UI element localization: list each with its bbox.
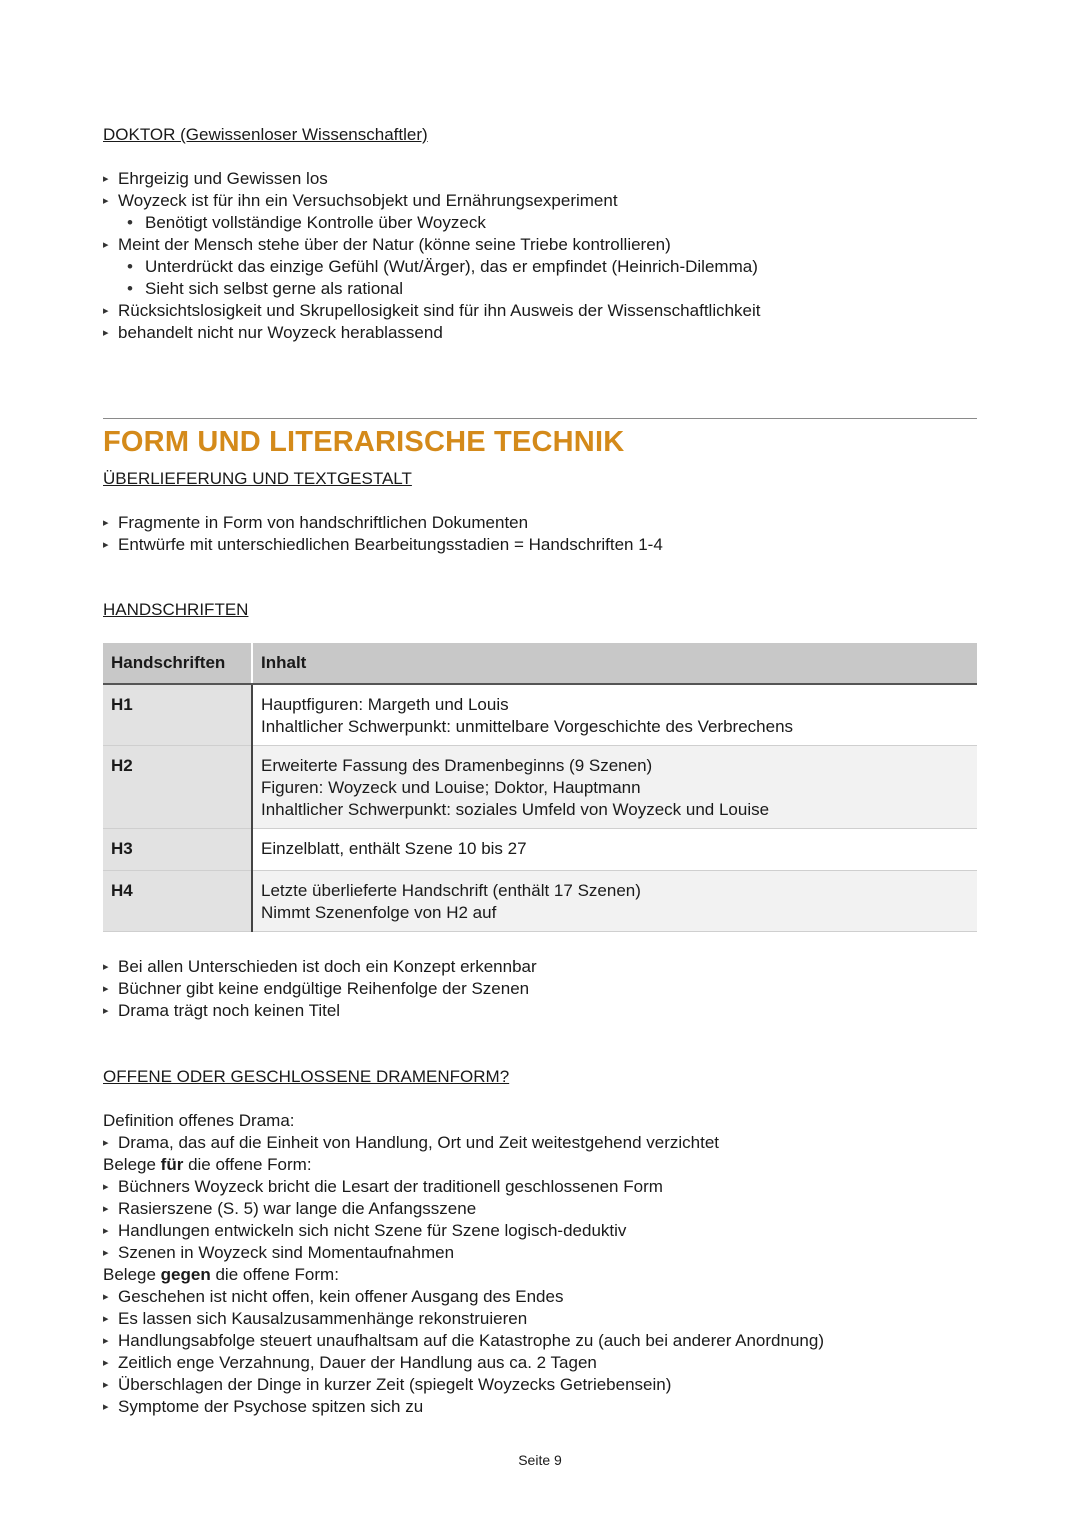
doktor-heading: DOKTOR (Gewissenloser Wissenschaftler) [103, 125, 428, 144]
list-item: ▸ Büchners Woyzeck bricht die Lesart der traditionell geschlossenen Form [103, 1176, 977, 1198]
doktor-list [103, 168, 977, 344]
list-item: ▸ Geschehen ist nicht offen, kein offener Ausgang des Endes [103, 1286, 977, 1308]
list-item: ▸ Rasierszene (S. 5) war lange die Anfangsszene [103, 1198, 977, 1220]
cell-line: Nimmt Szenenfolge von H2 auf [261, 903, 497, 922]
cell-line: Figuren: Woyzeck und Louise; Doktor, Hauptmann [261, 778, 641, 797]
list-item: ▸ Drama trägt noch keinen Titel [103, 1000, 977, 1022]
list-item: ▸ Drama, das auf die Einheit von Handlung, Ort und Zeit weitestgehend verzichtet [103, 1132, 977, 1154]
handschriften-notes [103, 956, 977, 1022]
dramenform-heading: OFFENE ODER GESCHLOSSENE DRAMENFORM? [103, 1067, 510, 1086]
list-item: • Unterdrückt das einzige Gefühl (Wut/Ärger), das er empfindet (Heinrich-Dilemma) [103, 256, 977, 278]
contra-label: Belege gegen die offene Form: [103, 1265, 339, 1284]
section-title: FORM UND LITERARISCHE TECHNIK [103, 426, 625, 458]
list-item: ▸ Fragmente in Form von handschriftlichen Dokumenten [103, 512, 977, 534]
list-item: ▸ Meint der Mensch stehe über der Natur (könne seine Triebe kontrollieren) [103, 234, 977, 256]
row-content [252, 746, 977, 829]
table-row [103, 684, 977, 746]
list-item: ▸ Rücksichtslosigkeit und Skrupellosigkeit sind für ihn Ausweis der Wissenschaftlichkeit [103, 300, 977, 322]
column-header: Handschriften [103, 643, 252, 684]
list-item: ▸ Symptome der Psychose spitzen sich zu [103, 1396, 977, 1418]
list-item: ▸ Handlungsabfolge steuert unaufhaltsam auf die Katastrophe zu (auch bei anderer Anordnung) [103, 1330, 977, 1352]
ueberlieferung-heading: ÜBERLIEFERUNG UND TEXTGESTALT [103, 469, 412, 488]
table-row [103, 829, 977, 871]
page-number: Seite 9 [518, 1452, 562, 1468]
table-row [103, 746, 977, 829]
row-content [252, 684, 977, 746]
section-divider [103, 418, 977, 419]
page-content [103, 124, 977, 1418]
table-header-row [103, 643, 977, 684]
handschriften-table [103, 643, 977, 932]
row-content [252, 871, 977, 932]
definition-label: Definition offenes Drama: [103, 1111, 295, 1130]
row-id: H3 [103, 829, 252, 871]
list-item: ▸ Szenen in Woyzeck sind Momentaufnahmen [103, 1242, 977, 1264]
row-id: H2 [103, 746, 252, 829]
list-item: ▸ Überschlagen der Dinge in kurzer Zeit (spiegelt Woyzecks Getriebensein) [103, 1374, 977, 1396]
column-header: Inhalt [252, 643, 977, 684]
list-item: ▸ behandelt nicht nur Woyzeck herablassend [103, 322, 977, 344]
row-content [252, 829, 977, 871]
cell-line: Inhaltlicher Schwerpunkt: soziales Umfeld von Woyzeck und Louise [261, 800, 770, 819]
list-item: ▸ Ehrgeizig und Gewissen los [103, 168, 977, 190]
cell-line: Erweiterte Fassung des Dramenbeginns (9 Szenen) [261, 756, 653, 775]
list-item: • Benötigt vollständige Kontrolle über Woyzeck [103, 212, 977, 234]
pro-label: Belege für die offene Form: [103, 1155, 312, 1174]
list-item: ▸ Es lassen sich Kausalzusammenhänge rekonstruieren [103, 1308, 977, 1330]
pro-list [103, 1176, 977, 1264]
table-row [103, 871, 977, 932]
row-id: H4 [103, 871, 252, 932]
list-item: ▸ Woyzeck ist für ihn ein Versuchsobjekt und Ernährungsexperiment [103, 190, 977, 212]
list-item: • Sieht sich selbst gerne als rational [103, 278, 977, 300]
definition-list [103, 1132, 977, 1154]
list-item: ▸ Bei allen Unterschieden ist doch ein Konzept erkennbar [103, 956, 977, 978]
row-id: H1 [103, 684, 252, 746]
cell-line: Hauptfiguren: Margeth und Louis [261, 695, 509, 714]
handschriften-heading: HANDSCHRIFTEN [103, 600, 249, 619]
ueberlieferung-list [103, 512, 977, 556]
list-item: ▸ Zeitlich enge Verzahnung, Dauer der Handlung aus ca. 2 Tagen [103, 1352, 977, 1374]
list-item: ▸ Entwürfe mit unterschiedlichen Bearbeitungsstadien = Handschriften 1-4 [103, 534, 977, 556]
cell-line: Letzte überlieferte Handschrift (enthält 17 Szenen) [261, 881, 641, 900]
list-item: ▸ Büchner gibt keine endgültige Reihenfolge der Szenen [103, 978, 977, 1000]
cell-line: Inhaltlicher Schwerpunkt: unmittelbare Vorgeschichte des Verbrechens [261, 717, 794, 736]
contra-list [103, 1286, 977, 1418]
cell-line: Einzelblatt, enthält Szene 10 bis 27 [261, 839, 527, 858]
list-item: ▸ Handlungen entwickeln sich nicht Szene für Szene logisch-deduktiv [103, 1220, 977, 1242]
